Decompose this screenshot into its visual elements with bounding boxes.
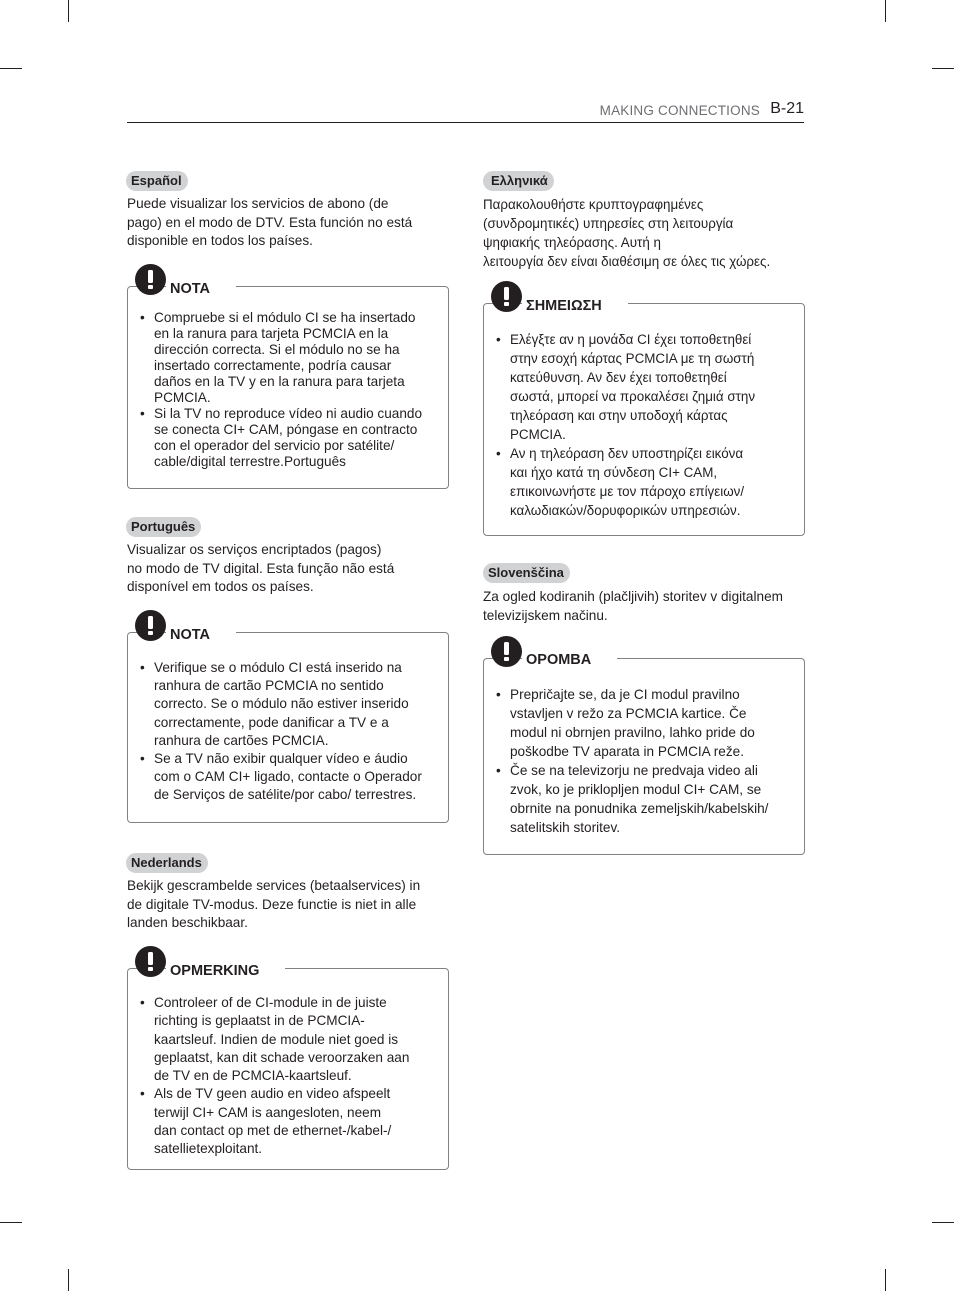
crop-mark (885, 1269, 886, 1291)
note-list (496, 330, 796, 520)
note-title: OPMERKING (166, 963, 285, 979)
crop-mark (932, 1222, 954, 1223)
crop-mark (68, 0, 69, 22)
crop-mark (0, 68, 22, 69)
note-title: ΣΗΜΕΙΩΣΗ (522, 298, 628, 314)
crop-mark (0, 1222, 22, 1223)
crop-mark (885, 0, 886, 22)
crop-mark (68, 1269, 69, 1291)
note-title: NOTA (166, 627, 236, 643)
intro-paragraph: Bekijk gescrambelde services (betaalservices) in de digitale TV-modus. Deze functie is niet in alle landen beschikbaar. (127, 878, 421, 930)
list-item: • Αν η τηλεόραση δεν υποστηρίζει εικόνα και ήχο κατά τη σύνδεση CI+ CAM, επικοινωνήστε με τον πάροχο επίγειων/ καλωδιακών/δορυφορικών υπηρεσιών. (496, 444, 796, 520)
crop-mark (932, 68, 954, 69)
header-section-title: MAKING CONNECTIONS (599, 103, 760, 118)
list-item: • Compruebe si el módulo CI se ha insertado en la ranura para tarjeta PCMCIA en la dirección correcta. Si el módulo no se ha insertado correctamente, podría causar daños en la TV y en la ranura para tarjeta PCMCIA. (140, 310, 440, 406)
note-list (496, 685, 796, 837)
language-tag: Slovenščina (483, 563, 570, 583)
page-header (127, 100, 804, 123)
language-tag: Ελληνικά (483, 171, 554, 191)
exclamation-icon (135, 610, 166, 641)
list-item: • Prepričajte se, da je CI modul pravilno vstavljen v režo za PCMCIA kartice. Če modul ni obrnjen pravilno, lahko pride do poškodbe TV aparata in PCMCIA reže. (496, 685, 796, 761)
intro-paragraph: Za ogled kodiranih (plačljivih) storitev v digitalnem televizijskem načinu. (483, 589, 783, 623)
note-title: OPOMBA (522, 652, 617, 668)
note-title: NOTA (166, 281, 236, 297)
list-item: • Se a TV não exibir qualquer vídeo e áudio com o CAM CI+ ligado, contacte o Operador de Serviços de satélite/por cabo/ terrestres. (140, 750, 440, 805)
intro-paragraph: Puede visualizar los servicios de abono (de pago) en el modo de DTV. Esta función no está disponible en todos los países. (127, 196, 413, 248)
exclamation-icon (135, 946, 166, 977)
intro-paragraph: Παρακολουθήστε κρυπτογραφημένες (συνδρομητικές) υπηρεσίες στη λειτουργία ψηφιακής τηλεόρασης. Αυτή η λειτουργία δεν είναι διαθέσιμη σε όλες τις χώρες. (483, 197, 771, 269)
language-tag: Español (126, 171, 188, 191)
list-item: • Controleer of de CI-module in de juiste richting is geplaatst in de PCMCIA- kaartsleuf. Indien de module niet goed is geplaatst, kan dit schade veroorzaken aan de TV en de PCMCIA-kaartsleuf. (140, 994, 440, 1085)
exclamation-icon (491, 636, 522, 667)
list-item: • Ελέγξτε αν η μονάδα CI έχει τοποθετηθεί στην εσοχή κάρτας PCMCIA με τη σωστή κατεύθυνση. Αν δεν έχει τοποθετηθεί σωστά, μπορεί να προκαλέσει ζημιά στην τηλεόραση και στην υποδοχή κάρτας PCMCIA. (496, 330, 796, 444)
exclamation-icon (135, 264, 166, 295)
list-item: • Als de TV geen audio en video afspeelt terwijl CI+ CAM is aangesloten, neem dan contact op met de ethernet-/kabel-/ satellietexploitant. (140, 1085, 440, 1158)
language-tag: Nederlands (126, 853, 208, 873)
exclamation-icon (491, 281, 522, 312)
note-list (140, 994, 440, 1159)
list-item: • Če se na televizorju ne predvaja video ali zvok, ko je priklopljen modul CI+ CAM, se obrnite na ponudnika zemeljskih/kabelskih/ satelitskih storitev. (496, 761, 796, 837)
page-number: B-21 (770, 100, 804, 117)
note-list (140, 310, 440, 470)
list-item: • Si la TV no reproduce vídeo ni audio cuando se conecta CI+ CAM, póngase en contracto con el operador del servicio por satélite/ cable/digital terrestre.Português (140, 406, 440, 470)
language-tag: Português (126, 517, 201, 537)
list-item: • Verifique se o módulo CI está inserido na ranhura de cartão PCMCIA no sentido correcto. Se o módulo não estiver inserido correctamente, pode danificar a TV e a ranhura de cartões PCMCIA. (140, 659, 440, 750)
note-list (140, 659, 440, 805)
intro-paragraph: Visualizar os serviços encriptados (pagos) no modo de TV digital. Esta função não está disponível em todos os países. (127, 542, 395, 594)
